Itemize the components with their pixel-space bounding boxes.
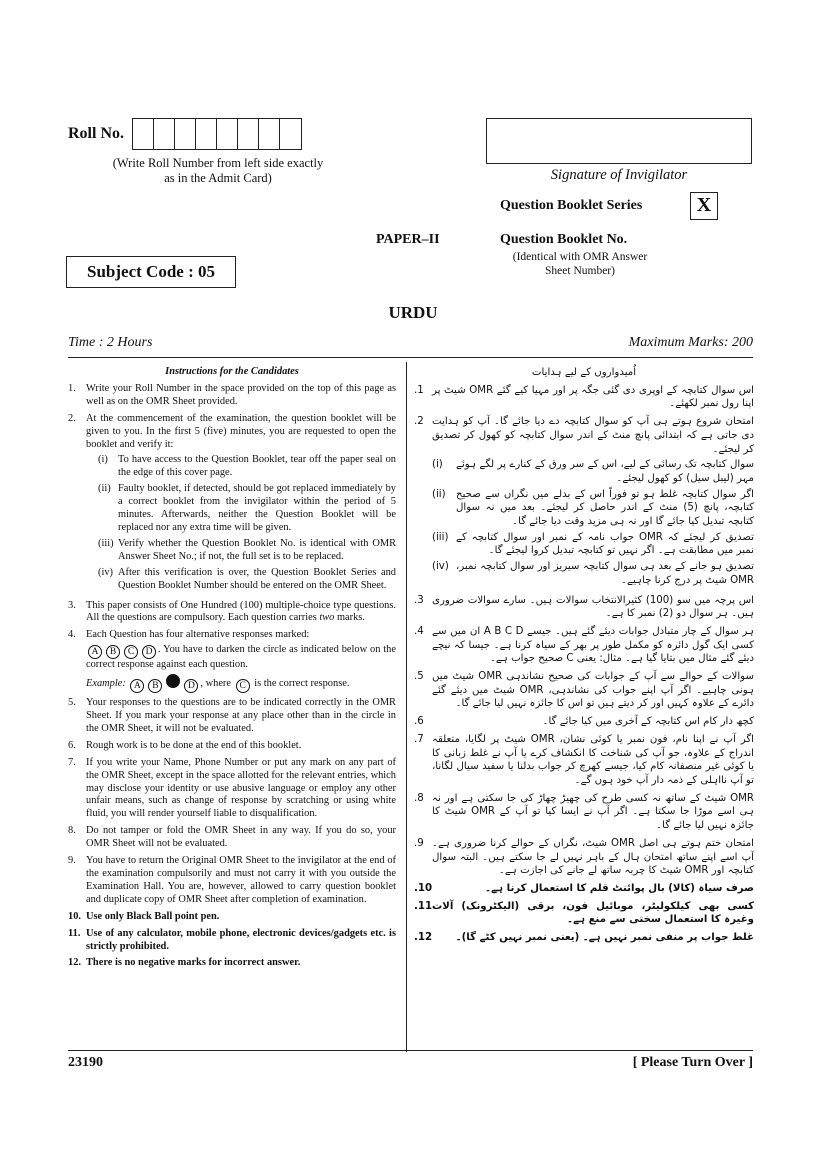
english-instructions: [68, 366, 396, 974]
option-a-circle: A: [88, 645, 102, 659]
roll-number-boxes[interactable]: [132, 118, 302, 150]
instruction-item: 10. Use only Black Ball point pen.: [68, 910, 220, 922]
roll-number-note: (Write Roll Number from left side exactly as in the Admit Card): [112, 156, 324, 185]
roll-digit-box[interactable]: [259, 119, 280, 149]
instruction-item: 6. Rough work is to be done at the end of this booklet.: [68, 739, 302, 751]
instruction-item: 2. At the commencement of the examination, the question booklet will be given to you. In the first 5 (five) minutes, you are requested to open the booklet and verify it: (i) To have access to the Question Booklet, tear off the paper seal on the edge of this cover page. (ii) Faulty booklet, if detected, should be got replaced immediately by a correct booklet from the invigilator within the period of 5 minutes. Afterwards, neither the Question Booklet will be replaced nor any extra time will be given. (iii) Verify whether the Question Booklet No. is identical with OMR Answer Sheet No.; if not, the full set is to be replaced. (iv) After this verification is over, the Question Booklet Series and Question Booklet Number should be entered on the OMR Sheet.: [68, 412, 396, 591]
instruction-item: 12. There is no negative marks for incorrect answer.: [68, 957, 301, 969]
booklet-series-label: Question Booklet Series: [500, 198, 643, 213]
urdu-instruction-item: صرف سیاہ (کالا) بال پوائنٹ قلم کا استعمال کرنا ہے۔ .10: [414, 882, 754, 894]
booklet-number-label: Question Booklet No.: [500, 232, 628, 247]
roll-digit-box[interactable]: [280, 119, 301, 149]
bottom-divider: [68, 1050, 753, 1051]
roll-digit-box[interactable]: [154, 119, 175, 149]
page-title: URDU: [388, 303, 438, 322]
maximum-marks: Maximum Marks: 200: [628, 335, 753, 350]
invigilator-signature-box[interactable]: [486, 118, 752, 164]
top-divider: [68, 357, 753, 358]
column-divider: [406, 362, 407, 1052]
example-option-b: B: [148, 679, 162, 693]
instruction-item: 5. Your responses to the questions are to be indicated correctly in the OMR Sheet. If you mark your response at any place other than in the circle in the OMR Sheet, it will not be evaluated.: [68, 697, 396, 734]
instruction-item: 8. Do not tamper or fold the OMR Sheet in any way. If you do so, your OMR Sheet will not be evaluated.: [68, 825, 396, 850]
paper-label: PAPER–II: [376, 232, 440, 247]
instruction-item: 3. This paper consists of One Hundred (100) multiple-choice type questions. All the questions are compulsory. Each question carries two marks.: [68, 599, 396, 624]
instruction-item: 11. Use of any calculator, mobile phone, electronic devices/gadgets etc. is strictly prohibited.: [68, 927, 396, 952]
instruction-subitem: (i) To have access to the Question Booklet, tear off the paper seal on the edge of this cover page.: [98, 454, 396, 479]
option-c-circle: C: [124, 645, 138, 659]
subject-code: Subject Code : 05: [66, 256, 236, 288]
option-d-circle: D: [142, 645, 156, 659]
roll-digit-box[interactable]: [217, 119, 238, 149]
correct-option-c: C: [236, 679, 250, 693]
urdu-instruction-item: غلط جواب پر منفی نمبر نہیں ہے۔ (یعنی نمبر نہیں کٹے گا)۔ .12: [414, 932, 754, 944]
time-allowed: Time : 2 Hours: [68, 335, 153, 350]
urdu-instruction-item: اس سوال کتابچہ کے اوپری دی گئی جگہ پر اور مہیا کیے گئے OMR شیٹ پر اپنا رول نمبر لکھئے۔ .1: [414, 384, 755, 410]
roll-digit-box[interactable]: [196, 119, 217, 149]
instruction-item: 1. Write your Roll Number in the space provided on the top of this page as well as on the OMR Sheet provided.: [68, 382, 396, 407]
urdu-instruction-item: امتحان شروع ہوتے ہی آپ کو سوال کتابچہ دے دیا جائے گا۔ آپ کو ہدایت دی جاتی ہے کہ ابتدائی پانچ منٹ کے اندر سوال کتابچہ کو کھول کر تصدیق کر لیجئے۔ سوال کتابچہ تک رسائی کے لیے، اس کے سر ورق کے کنارے پر لگے ہوئے مہر (لیبل سیل) کو کھول لیجئے۔ (i) اگر سوال کتابچہ غلط ہو تو فوراً اس کے بدلے میں نگراں سے صحیح کتابچہ، پانچ (5) منٹ کے اندر حاصل کر لیجئے۔ بعد میں نہ سوال کتابچہ تبدیل کیا جائے گا اور نہ ہی مزید وقت دیا جائے گا۔ (ii) تصدیق کر لیجئے کہ OMR جواب نامہ کے نمبر اور سوال کتابچہ کے نمبر میں مطابقت ہے۔ اگر نہیں تو کتابچہ تبدیل کروا لیجئے گا۔ (iii) تصدیق ہو جانے کے بعد ہی سوال کتابچہ سیریز اور سوال کتابچہ نمبر، OMR شیٹ پر درج کرنا چاہیے۔ (iv) .2: [414, 416, 755, 586]
option-b-circle: B: [106, 645, 120, 659]
roll-digit-box[interactable]: [238, 119, 259, 149]
urdu-instruction-subitem: تصدیق کر لیجئے کہ OMR جواب نامہ کے نمبر اور سوال کتابچہ کے نمبر میں مطابقت ہے۔ اگر نہیں تو کتابچہ تبدیل کروا لیجئے گا۔ (iii): [432, 531, 754, 557]
urdu-instruction-item: سوالات کے حوالے سے آپ کے جوابات کی صحیح نشاندہی OMR شیٹ میں ہونی چاہیے۔ اگر آپ اپنے جواب کی نشاندہی، OMR شیٹ میں دیئے گئے دائرے کے علاوہ کہیں اور کر دیتے ہیں تو اس کا جائزہ نہیں لیا جائے گا۔ .5: [414, 671, 754, 710]
urdu-instruction-item: ہر سوال کے چار متبادل جوابات دیئے گئے ہیں۔ جیسے A B C D ان میں سے کسی ایک گول دائرہ کو مکمل طور پر بھر کے سیاہ کرنا ہے۔ جیسا کہ نیچے دیئے گئے مثال میں بتایا گیا ہے۔ مثال: یعنی C صحیح جواب ہے۔ .4: [414, 625, 754, 665]
urdu-instructions: [414, 366, 754, 949]
booklet-code: 23190: [68, 1055, 103, 1070]
example-option-c-filled: [166, 674, 180, 688]
urdu-instruction-subitem: اگر سوال کتابچہ غلط ہو تو فوراً اس کے بدلے میں نگراں سے صحیح کتابچہ، پانچ (5) منٹ کے اندر حاصل کر لیجئے۔ بعد میں نہ سوال کتابچہ تبدیل کیا جائے گا اور نہ ہی مزید وقت دیا جائے گا۔ (ii): [432, 488, 755, 528]
urdu-instruction-item: OMR شیٹ کے ساتھ نہ کسی طرح کی چھیڑ چھاڑ کی جا سکتی ہے اور نہ ہی اسے موڑا جا سکتا ہے۔ اگر آپ نے ایسا کیا تو آپ کے OMR شیٹ کا جائزہ نہیں لیا جائے گا۔ .8: [414, 792, 754, 832]
invigilator-signature-caption: Signature of Invigilator: [550, 167, 688, 183]
urdu-instruction-item: اس پرچہ میں سو (100) کثیرالانتخاب سوالات ہیں۔ سارے سوالات ضروری ہیں۔ ہر سوال دو (2) نمبر کا ہے۔ .3: [414, 594, 754, 620]
roll-digit-box[interactable]: [133, 119, 154, 149]
urdu-instructions-title: اُمیدواروں کے لیے ہدایات: [531, 367, 637, 378]
instruction-subitem: (iii) Verify whether the Question Booklet No. is identical with OMR Answer Sheet No.; if not, the full set is to be replaced.: [98, 537, 396, 562]
instruction-item: 4. Each Question has four alternative responses marked: A B C D . You have to darken the circle as indicated below on the correct response against each question. Example: A B D , where C is the correct response.: [68, 629, 396, 692]
urdu-instruction-item: امتحان ختم ہوتے ہی اصل OMR شیٹ، نگراں کے حوالے کرنا ضروری ہے۔ آپ اسے اپنے ساتھ امتحان ہال کے باہر نہیں لے جا سکتے ہیں۔ البتہ سوال کتابچہ اور OMR شیٹ کا چربہ ساتھ لے جانے کی اجازت ہے۔ .9: [414, 837, 755, 877]
urdu-instruction-item: کسی بھی کیلکولیٹر، موبائیل فون، برقی (الیکٹرونک) آلات وغیرہ کا استعمال سختی سے منع ہے۔ .11: [414, 900, 754, 926]
please-turn-over: [ Please Turn Over ]: [632, 1055, 753, 1070]
instruction-item: 9. You have to return the Original OMR Sheet to the invigilator at the end of the examination compulsorily and must not carry it with you outside the Examination Hall. You are, however, allowed to carry question booklet and duplicate copy of OMR Sheet after completion of examination.: [68, 855, 396, 905]
example-option-d: D: [184, 679, 198, 693]
instruction-item: 7. If you write your Name, Phone Number or put any mark on any part of the OMR Sheet, except in the space allotted for the relevant entries, which may disclose your identity or use abusive language or employ any other unfair means, such as change of response by scratching or using white fluid, you will render yourself liable to disqualification.: [68, 756, 396, 820]
urdu-instruction-subitem: سوال کتابچہ تک رسائی کے لیے، اس کے سر ورق کے کنارے پر لگے ہوئے مہر (لیبل سیل) کو کھول لیجئے۔ (i): [432, 459, 754, 484]
example-option-a: A: [130, 679, 144, 693]
urdu-instruction-item: کچھ دار کام اس کتابچہ کے آخری میں کیا جائے گا۔ .6: [414, 716, 754, 728]
roll-number-label: Roll No.: [68, 125, 124, 142]
booklet-series-value: X: [690, 192, 718, 220]
urdu-instruction-item: اگر آپ نے اپنا نام، فون نمبر یا کوئی نشان، OMR شیٹ پر لگایا، متعلقہ اندراج کے علاوہ، جو آپ کی شناخت کا انکشاف کرے یا آپ نے غلط زبانی کا یا کوئی غیر منصفانہ کام کیا، جیسے کھرچ کر جواب بدلنا یا سفید سیال لگانا، تو آپ نااہلی کے ذمہ دار آپ خود ہوں گے۔ .7: [414, 733, 754, 786]
example-label: Example:: [86, 678, 126, 690]
instruction-subitem: (ii) Faulty booklet, if detected, should be got replaced immediately by a correct booklet from the invigilator within the period of 5 minutes. Afterwards, neither the Question Booklet will be replaced nor any extra time will be given.: [98, 483, 396, 533]
instruction-subitem: (iv) After this verification is over, the Question Booklet Series and Question Booklet Number should be entered on the OMR Sheet.: [98, 566, 396, 591]
booklet-number-note: (Identical with OMR Answer Sheet Number): [512, 251, 648, 277]
english-instructions-title: Instructions for the Candidates: [165, 366, 299, 377]
urdu-instruction-subitem: تصدیق ہو جانے کے بعد ہی سوال کتابچہ سیریز اور سوال کتابچہ نمبر، OMR شیٹ پر درج کرنا چاہیے۔ (iv): [432, 561, 754, 586]
roll-digit-box[interactable]: [175, 119, 196, 149]
